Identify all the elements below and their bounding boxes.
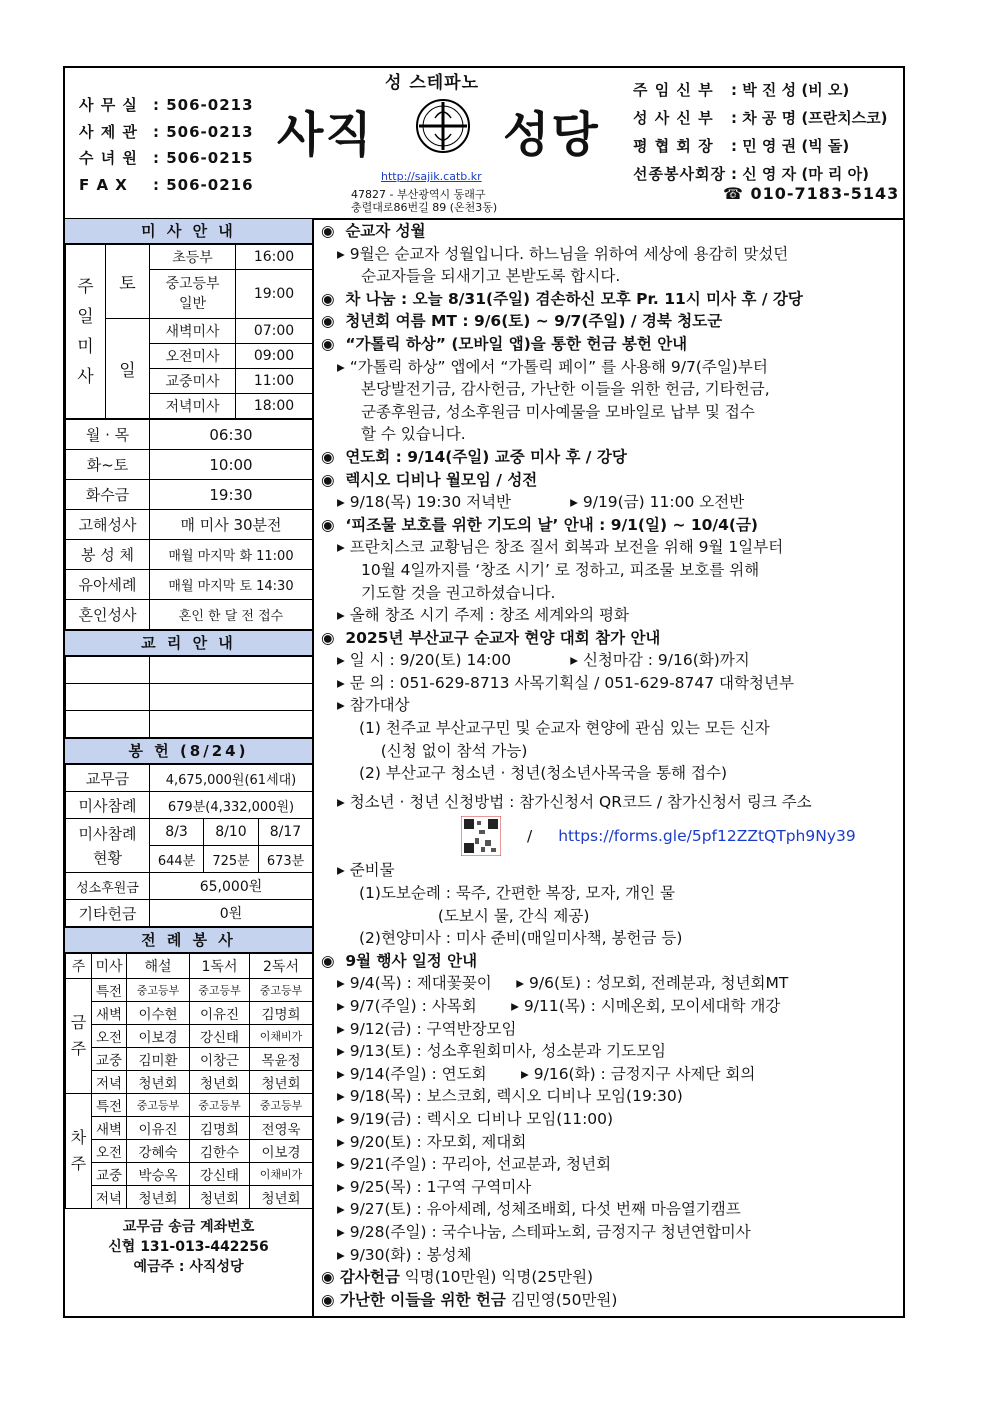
announcement-line: ▸ 프란치스코 교황님은 창조 질서 회복과 보전을 위해 9월 1일부터 xyxy=(337,538,784,557)
liturgy-header-cell: 미사 xyxy=(92,954,127,979)
attendance-date: 8/10 xyxy=(204,819,259,846)
apply-method: ▸ 청소년 · 청년 신청방법 : 참가신청서 QR코드 / 참가신청서 링크 주소 xyxy=(337,792,812,811)
liturgy-cell: 청년회 xyxy=(127,1071,190,1094)
announcement-line: ▸ 9/18(목) : 보스코회, 렉시오 디비나 모임(19:30) xyxy=(337,1087,683,1106)
offering-label: 기타헌금 xyxy=(66,900,150,927)
liturgy-cell: 중고등부 xyxy=(190,1094,250,1117)
mass-time: 09:00 xyxy=(236,344,313,369)
section-heading: ◉ 차 나눔 : 오늘 8/31(주일) 겸손하신 모후 Pr. 11시 미사 후 / 강당 xyxy=(321,289,803,308)
thanks-body: 익명(10만원) 익명(25만원) xyxy=(399,1268,594,1287)
section-heading: ◉ 청년회 여름 MT : 9/6(토) ~ 9/7(주일) / 경북 청도군 xyxy=(321,312,723,331)
contact-list xyxy=(79,92,254,198)
contact-label: 사 제 관 xyxy=(79,122,138,141)
header xyxy=(65,68,903,220)
announcement-line: (1)도보순례 : 묵주, 간편한 복장, 모자, 개인 물 xyxy=(359,884,676,903)
liturgy-cell: 김한수 xyxy=(190,1140,250,1163)
announcement-line: 순교자들을 되새기고 본받도록 합시다. xyxy=(361,267,621,286)
address xyxy=(351,188,497,214)
sunday-label-char: 미 xyxy=(77,336,94,357)
liturgy-cell: 박승옥 xyxy=(127,1163,190,1186)
liturgy-cell: 이창근 xyxy=(190,1048,250,1071)
announcement-line: ▸ 9/13(토) : 성소후원회미사, 성소분과 기도모임 xyxy=(337,1042,667,1061)
announcement-line: ▸ 9/7(주일) : 사목회 ▸ 9/11(목) : 시메온회, 모이세대학 개강 xyxy=(337,997,781,1015)
announcement-line: ▸ 9/21(주일) : 꾸리아, 선교분과, 청년회 xyxy=(337,1155,612,1174)
account-number: 신협 131-013-442256 xyxy=(108,1239,269,1255)
liturgy-header-cell: 해설 xyxy=(127,954,190,979)
phone-number: ☎ 010-7183-5143 xyxy=(723,184,900,203)
liturgy-cell: 강신태 xyxy=(190,1163,250,1186)
liturgy-cell: 김미환 xyxy=(127,1048,190,1071)
offering-title: 봉 헌 (8/24) xyxy=(65,738,312,764)
schedule-value: 매월 마지막 토 14:30 xyxy=(150,570,313,600)
announcement-line: ▸ 9/25(목) : 1구역 구역미사 xyxy=(337,1177,532,1196)
mass-name: 교중미사 xyxy=(150,369,236,394)
sunday-label-char: 사 xyxy=(77,366,94,387)
announcement-line: ▸ 일 시 : 9/20(토) 14:00 ▸ 신청마감 : 9/16(화)까지 xyxy=(337,651,750,670)
colon: : xyxy=(153,149,167,167)
liturgy-cell: 이유진 xyxy=(127,1117,190,1140)
liturgy-cell: 청년회 xyxy=(250,1186,313,1209)
church-logo-icon xyxy=(413,96,473,156)
schedule-value: 매월 마지막 화 11:00 xyxy=(150,540,313,570)
liturgy-cell: 청년회 xyxy=(190,1186,250,1209)
doctrine-title: 교 리 안 내 xyxy=(65,630,312,656)
mass-time: 19:00 xyxy=(236,270,313,319)
announcement-line: ▸ 9/18(목) 19:30 저녁반 ▸ 9/19(금) 11:00 오전반 xyxy=(337,493,745,512)
contact-row xyxy=(79,145,254,172)
attendance-value: 725분 xyxy=(204,846,259,873)
announcement-line: 10월 4일까지를 ‘창조 시기’ 로 정하고, 피조물 보호를 위해 xyxy=(361,560,760,579)
mass-name: 오전미사 xyxy=(150,344,236,369)
announcement-line: 기도할 것을 권고하셨습니다. xyxy=(361,583,556,602)
offering-label: 미사참례 xyxy=(66,792,150,819)
separator: / xyxy=(527,827,533,846)
liturgy-cell: 새벽 xyxy=(92,1117,127,1140)
announcement-line: ▸ 9/27(토) : 유아세례, 성체조배회, 다섯 번째 마음열기캠프 xyxy=(337,1200,741,1219)
liturgy-cell: 강신태 xyxy=(190,1025,250,1048)
liturgy-row xyxy=(66,979,313,1002)
liturgy-cell: 중고등부 xyxy=(127,979,190,1002)
poor-offering xyxy=(321,1289,903,1312)
staff-name: : 차 공 명 (프란치스코) xyxy=(731,109,888,127)
liturgy-cell: 김명희 xyxy=(250,1002,313,1025)
announcement-line: ▸ 9/30(화) : 봉성체 xyxy=(337,1245,472,1264)
offering-label: 성소후원금 xyxy=(66,873,150,900)
colon: : xyxy=(153,122,167,141)
contact-label: 수 녀 원 xyxy=(79,149,138,167)
sunday-label: 일 xyxy=(106,319,150,419)
mass-time: 07:00 xyxy=(236,319,313,344)
liturgy-title: 전 례 봉 사 xyxy=(65,927,312,953)
account-info xyxy=(65,1209,312,1277)
thanks-offering xyxy=(321,1266,903,1289)
attendance-value: 644분 xyxy=(150,846,204,873)
contact-value: 506-0215 xyxy=(166,149,254,167)
schedule-value: 19:30 xyxy=(150,480,313,510)
announcement-line: (2)현양미사 : 미사 준비(매일미사책, 봉헌금 등) xyxy=(359,929,683,948)
staff-name: : 신 영 자 (마 리 아) xyxy=(731,165,869,183)
liturgy-cell: 청년회 xyxy=(127,1186,190,1209)
left-column xyxy=(65,218,312,1277)
schedule-label: 유아세례 xyxy=(66,570,150,600)
liturgy-cell: 강혜숙 xyxy=(127,1140,190,1163)
schedule-label: 봉 성 체 xyxy=(66,540,150,570)
liturgy-cell: 오전 xyxy=(92,1025,127,1048)
schedule-row xyxy=(66,600,313,630)
poor-body: 김민영(50만원) xyxy=(505,1290,618,1309)
liturgy-row xyxy=(66,1002,313,1025)
schedule-value: 혼인 한 달 전 접수 xyxy=(150,600,313,630)
account-title: 교무금 송금 계좌번호 xyxy=(122,1219,255,1235)
thanks-heading: ◉ 감사헌금 xyxy=(321,1268,400,1287)
liturgy-header-cell: 2독서 xyxy=(250,954,313,979)
sunday-label-char: 주 xyxy=(77,276,94,297)
liturgy-cell: 이채비가 xyxy=(250,1025,313,1048)
liturgy-row xyxy=(66,1163,313,1186)
liturgy-cell: 이유진 xyxy=(190,1002,250,1025)
liturgy-cell: 이수현 xyxy=(127,1002,190,1025)
mass-name: 중고등부 일반 xyxy=(150,270,236,319)
schedule-value: 10:00 xyxy=(150,450,313,480)
contact-row xyxy=(79,172,254,199)
liturgy-cell: 새벽 xyxy=(92,1002,127,1025)
contact-value: 506-0213 xyxy=(166,96,254,114)
section-heading: ◉ 9월 행사 일정 안내 xyxy=(321,951,478,970)
announcement-line: ▸ “가톨릭 하상” 앱에서 “가톨릭 페이” 를 사용해 9/7(주일)부터 xyxy=(337,357,768,376)
liturgy-cell: 저녁 xyxy=(92,1071,127,1094)
contact-row xyxy=(79,92,254,119)
schedule-label: 화~토 xyxy=(66,450,150,480)
staff-row xyxy=(633,104,888,132)
liturgy-row xyxy=(66,1186,313,1209)
schedule-label: 월 · 목 xyxy=(66,420,150,450)
liturgy-row xyxy=(66,1094,313,1117)
schedule-label: 혼인성사 xyxy=(66,600,150,630)
contact-label: F A X xyxy=(79,175,128,194)
week-label-char: 차 xyxy=(70,1128,87,1147)
staff-name: : 박 진 성 (비 오) xyxy=(731,81,850,99)
mass-name: 초등부 xyxy=(150,245,236,270)
staff-row xyxy=(633,132,888,160)
week-label-char: 주 xyxy=(70,1039,87,1058)
attendance-date: 8/17 xyxy=(259,819,313,846)
staff-list xyxy=(633,76,888,188)
offering-value: 679분(4,332,000원) xyxy=(150,792,313,819)
empty-cell xyxy=(150,684,313,711)
staff-role: 주 임 신 부 xyxy=(633,81,714,99)
announcement-line: 할 수 있습니다. xyxy=(361,425,466,444)
section-heading: ◉ 렉시오 디비나 월모임 / 성전 xyxy=(321,470,538,489)
offering-value: 65,000원 xyxy=(150,873,313,900)
announcements xyxy=(321,220,903,1311)
liturgy-cell: 특전 xyxy=(92,1094,127,1117)
empty-cell xyxy=(150,711,313,738)
liturgy-row xyxy=(66,1048,313,1071)
liturgy-cell: 교중 xyxy=(92,1048,127,1071)
liturgy-cell: 저녁 xyxy=(92,1186,127,1209)
church-name-right: 성당 xyxy=(503,107,600,163)
offering-value: 4,675,000원(61세대) xyxy=(150,765,313,792)
empty-cell xyxy=(66,657,150,684)
colon: : xyxy=(153,96,167,114)
section-heading: ◉ 2025년 부산교구 순교자 현양 대회 참가 안내 xyxy=(321,628,661,647)
contact-label: 사 무 실 xyxy=(79,96,138,114)
empty-cell xyxy=(66,711,150,738)
announcement-line: ▸ 9/12(금) : 구역반장모임 xyxy=(337,1019,517,1038)
announcement-line: ▸ 9/19(금) : 렉시오 디비나 모임(11:00) xyxy=(337,1109,614,1128)
offering-value: 0원 xyxy=(150,900,313,927)
liturgy-row xyxy=(66,1117,313,1140)
qr-row xyxy=(321,813,903,859)
liturgy-cell: 청년회 xyxy=(250,1071,313,1094)
contact-value: 506-0216 xyxy=(166,175,254,194)
schedule-row xyxy=(66,480,313,510)
announcement-line: ▸ 참가대상 xyxy=(337,696,410,715)
announcement-line: (2) 부산교구 청소년 · 청년(청소년사목국을 통해 접수) xyxy=(359,764,728,783)
liturgy-cell: 중고등부 xyxy=(190,979,250,1002)
contact-value: 506-0213 xyxy=(166,122,254,141)
liturgy-table xyxy=(65,953,313,1209)
address-line: 47827 - 부산광역시 동래구 xyxy=(351,188,486,201)
liturgy-cell: 이보경 xyxy=(127,1025,190,1048)
attendance-label: 미사참례 현황 xyxy=(66,819,150,873)
sunday-label-char: 일 xyxy=(77,306,94,327)
liturgy-header-cell: 주 xyxy=(66,954,92,979)
sunday-mass-label xyxy=(66,245,106,419)
form-link[interactable]: https://forms.gle/5pf12ZZtQTph9Ny39 xyxy=(558,827,856,846)
account-holder: 예금주 : 사직성당 xyxy=(133,1259,244,1275)
patron-saint: 성 스테파노 xyxy=(385,73,480,93)
announcement-line: (1) 천주교 부산교구민 및 순교자 현양에 관심 있는 모든 신자 xyxy=(359,719,770,738)
announcement-line: ▸ 9/20(토) : 자모회, 제대회 xyxy=(337,1132,527,1151)
week-label xyxy=(66,1094,92,1209)
schedule-row xyxy=(66,420,313,450)
liturgy-cell: 김명희 xyxy=(190,1117,250,1140)
staff-role: 선종봉사회장 xyxy=(633,165,726,183)
announcement-line: ▸ 9/4(목) : 제대꽃꽂이 ▸ 9/6(토) : 성모회, 전례분과, 청년회MT xyxy=(337,974,789,993)
liturgy-cell: 이채비가 xyxy=(250,1163,313,1186)
liturgy-cell: 오전 xyxy=(92,1140,127,1163)
liturgy-cell: 교중 xyxy=(92,1163,127,1186)
announcement-line: ▸ 9/28(주일) : 국수나눔, 스테파노회, 금정지구 청년연합미사 xyxy=(337,1222,751,1241)
empty-cell xyxy=(66,684,150,711)
schedule-label: 고해성사 xyxy=(66,510,150,540)
offering-label: 교무금 xyxy=(66,765,150,792)
mass-time: 11:00 xyxy=(236,369,313,394)
address-line: 충렬대로86번길 89 (온천3동) xyxy=(351,201,498,214)
schedule-value: 매 미사 30분전 xyxy=(150,510,313,540)
section-heading: ◉ ‘피조물 보호를 위한 기도의 날’ 안내 : 9/1(일) ~ 10/4(금) xyxy=(321,515,758,534)
attendance-date: 8/3 xyxy=(150,819,204,846)
mass-name: 새벽미사 xyxy=(150,319,236,344)
colon: : xyxy=(153,175,167,194)
announcement-line: ▸ 문 의 : 051-629-8713 사목기획실 / 051-629-8747 대학청년부 xyxy=(337,673,794,692)
liturgy-cell: 중고등부 xyxy=(250,1094,313,1117)
weekday-table xyxy=(65,419,313,630)
week-label-char: 금 xyxy=(70,1013,87,1032)
attendance-value: 673분 xyxy=(259,846,313,873)
doctrine-table xyxy=(65,656,313,738)
mass-time: 18:00 xyxy=(236,394,313,419)
section-heading: ◉ 연도회 : 9/14(주일) 교중 미사 후 / 강당 xyxy=(321,447,627,466)
announcement-line: ▸ 준비물 xyxy=(337,861,395,880)
staff-name: : 민 영 권 (빅 돌) xyxy=(731,137,850,155)
schedule-row xyxy=(66,510,313,540)
saturday-label: 토 xyxy=(106,245,150,319)
announcement-line: (도보시 물, 간식 제공) xyxy=(359,906,590,925)
poor-heading: ◉ 가난한 이들을 위한 헌금 xyxy=(321,1290,506,1309)
liturgy-cell: 목윤정 xyxy=(250,1048,313,1071)
mass-time: 16:00 xyxy=(236,245,313,270)
liturgy-cell: 이보경 xyxy=(250,1140,313,1163)
schedule-row xyxy=(66,450,313,480)
staff-role: 성 사 신 부 xyxy=(633,109,714,127)
schedule-value: 06:30 xyxy=(150,420,313,450)
mass-title: 미 사 안 내 xyxy=(65,218,312,244)
schedule-row xyxy=(66,540,313,570)
offering-table xyxy=(65,764,313,927)
week-label xyxy=(66,979,92,1094)
mass-name: 저녁미사 xyxy=(150,394,236,419)
bulletin-frame xyxy=(63,66,905,1318)
liturgy-header-cell: 1독서 xyxy=(190,954,250,979)
announcement-line: ▸ 9/14(주일) : 연도회 ▸ 9/16(화) : 금정지구 사제단 회의 xyxy=(337,1064,756,1083)
announcement-line: ▸ 올해 창조 시기 주제 : 창조 세계와의 평화 xyxy=(337,606,629,625)
schedule-label: 화수금 xyxy=(66,480,150,510)
schedule-row xyxy=(66,570,313,600)
liturgy-row xyxy=(66,1025,313,1048)
announcement-line: ▸ 9월은 순교자 성월입니다. 하느님을 위하여 세상에 용감히 맞섰던 xyxy=(337,244,789,263)
empty-cell xyxy=(150,657,313,684)
section-heading: ◉ “가톨릭 하상” (모바일 앱)을 통한 헌금 봉헌 안내 xyxy=(321,334,688,353)
liturgy-cell: 중고등부 xyxy=(127,1094,190,1117)
website-link[interactable]: http://sajik.catb.kr xyxy=(381,170,482,183)
announcement-line: 군종후원금, 성소후원금 미사예물을 모바일로 납부 및 접수 xyxy=(361,402,755,421)
staff-role: 평 협 회 장 xyxy=(633,137,714,155)
church-name-left: 사직 xyxy=(277,107,374,163)
liturgy-cell: 청년회 xyxy=(190,1071,250,1094)
staff-row xyxy=(633,76,888,104)
qr-code-icon xyxy=(461,816,501,856)
announcement-line: 본당발전기금, 감사헌금, 가난한 이들을 위한 헌금, 기타헌금, xyxy=(361,380,770,399)
liturgy-cell: 특전 xyxy=(92,979,127,1002)
week-label-char: 주 xyxy=(70,1154,87,1173)
liturgy-row xyxy=(66,1140,313,1163)
liturgy-cell: 전영욱 xyxy=(250,1117,313,1140)
contact-row xyxy=(79,119,254,146)
announcement-line: (신청 없이 참석 가능) xyxy=(361,741,528,760)
liturgy-cell: 중고등부 xyxy=(250,979,313,1002)
mass-table xyxy=(65,244,313,419)
liturgy-row xyxy=(66,1071,313,1094)
section-heading: ◉ 순교자 성월 xyxy=(321,222,426,240)
